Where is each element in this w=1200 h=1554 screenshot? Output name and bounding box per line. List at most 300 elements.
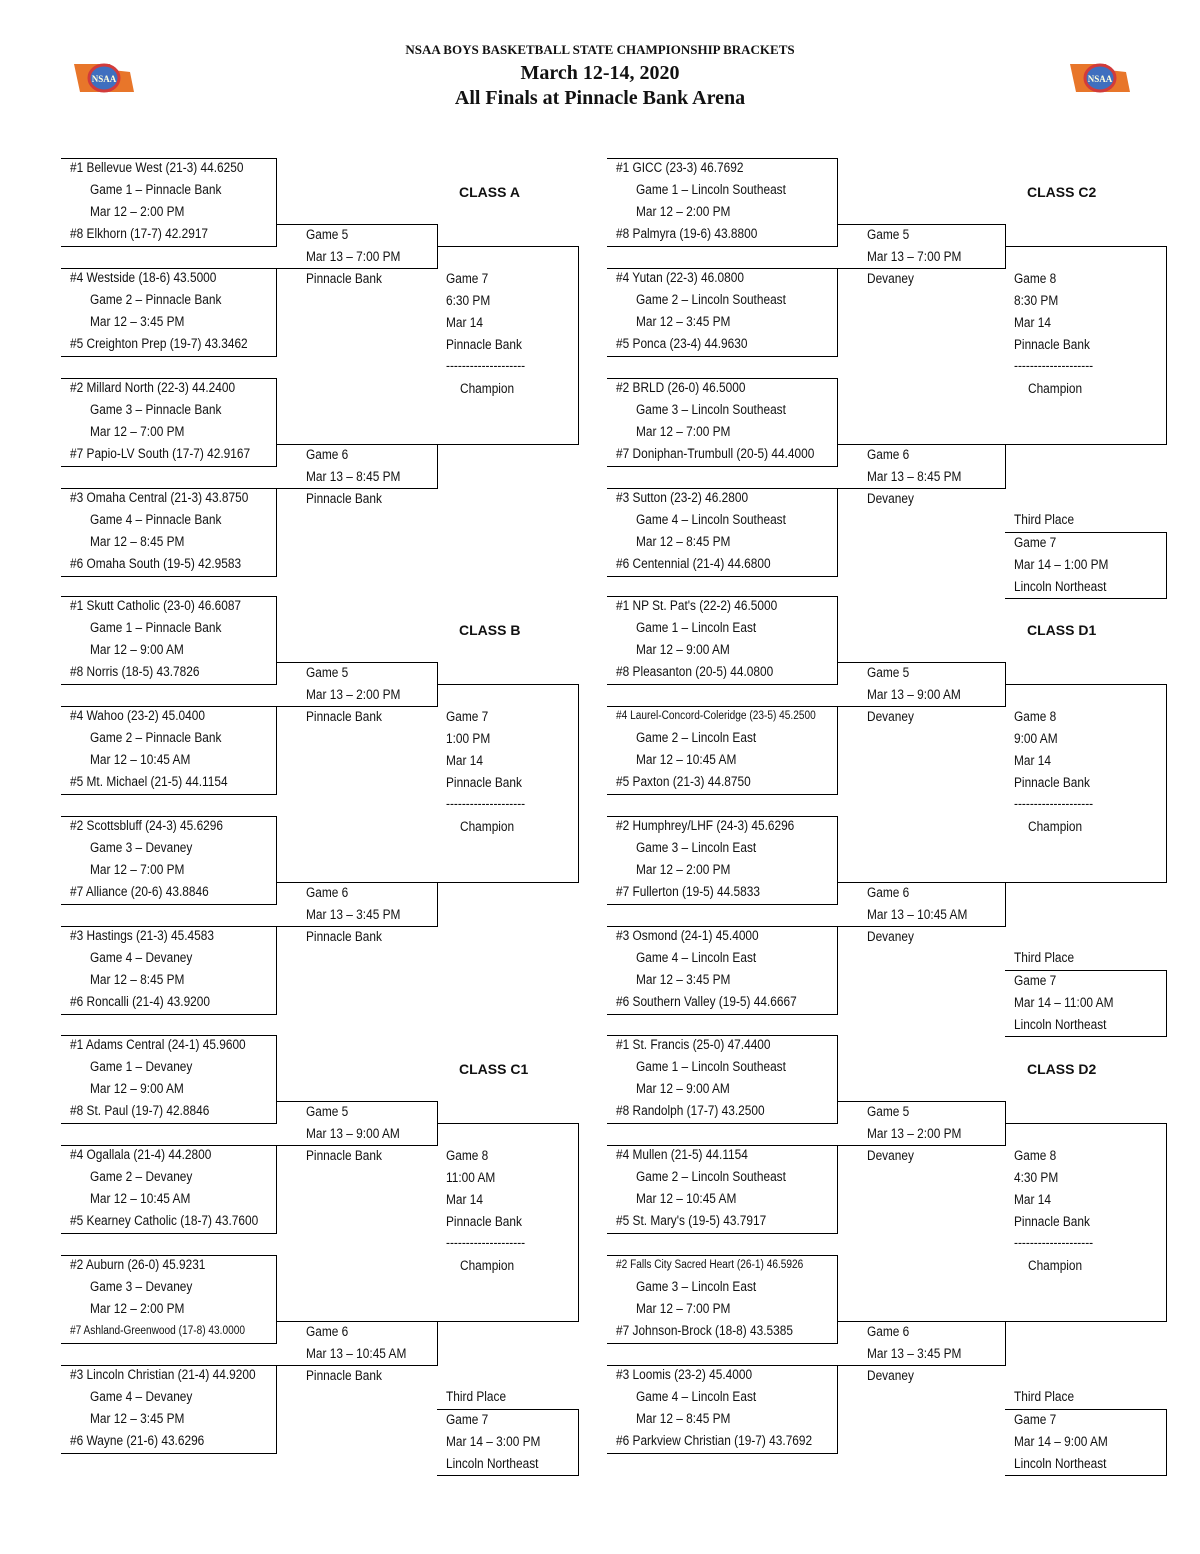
semi-time: Mar 13 – 9:00 AM [306,1126,400,1141]
semi-right-line [437,1321,438,1366]
box-right-line [276,1255,277,1344]
third-time: Mar 14 – 1:00 PM [1014,557,1109,572]
third-bottom-line [1005,1475,1166,1476]
third-place-label: Third Place [1014,512,1075,527]
game-info: Game 4 – Lincoln East [636,950,757,965]
third-game: Game 7 [1014,973,1057,988]
final-top-line [1005,684,1166,685]
game-info: Game 1 – Pinnacle Bank [90,182,222,197]
team-bottom: #6 Omaha South (19-5) 42.9583 [70,556,242,571]
semi-site: Devaney [867,491,914,506]
semi-game: Game 5 [306,1104,349,1119]
final-top-line [437,1123,578,1124]
semi-time: Mar 13 – 3:45 PM [306,907,401,922]
champion-label: Champion [1028,381,1083,396]
game-info: Game 2 – Pinnacle Bank [90,292,222,307]
final-time: 9:00 AM [1014,731,1058,746]
team-bottom: #7 Alliance (20-6) 43.8846 [70,884,209,899]
game-time: Mar 12 – 10:45 AM [636,752,737,767]
final-divider: -------------------- [1014,796,1094,811]
semi-game: Game 5 [867,1104,910,1119]
semi-site: Pinnacle Bank [306,1148,382,1163]
final-game: Game 8 [1014,709,1057,724]
third-top-line [1005,532,1166,533]
final-top-line [437,684,578,685]
game-time: Mar 12 – 2:00 PM [90,1301,185,1316]
game-time: Mar 12 – 3:45 PM [90,1411,185,1426]
final-game: Game 7 [446,271,489,286]
third-place-label: Third Place [1014,950,1075,965]
box-right-line [837,816,838,905]
semi-bottom-line [276,1365,437,1366]
semi-right-line [1005,1321,1006,1366]
game-time: Mar 12 – 8:45 PM [90,534,185,549]
game-time: Mar 12 – 3:45 PM [636,972,731,987]
team-bottom: #5 Kearney Catholic (18-7) 43.7600 [70,1213,259,1228]
box-right-line [276,926,277,1015]
game-time: Mar 12 – 2:00 PM [636,204,731,219]
semi-top-line [276,444,437,445]
semi-game: Game 6 [867,447,910,462]
box-bottom-line [61,1014,276,1015]
semi-bottom-line [276,1145,437,1146]
semi-top-line [837,662,1005,663]
semi-time: Mar 13 – 7:00 PM [867,249,962,264]
box-bottom-line [607,1233,837,1234]
class-label: CLASS D1 [1027,622,1097,638]
game-info: Game 3 – Pinnacle Bank [90,402,222,417]
box-bottom-line [61,466,276,467]
game-time: Mar 12 – 7:00 PM [90,424,185,439]
team-top: #2 Millard North (22-3) 44.2400 [70,380,236,395]
class-label: CLASS A [459,184,520,200]
box-bottom-line [607,466,837,467]
game-info: Game 4 – Lincoln Southeast [636,512,786,527]
final-bottom-line [1005,1321,1166,1322]
game-info: Game 2 – Devaney [90,1169,193,1184]
third-right-line [1166,532,1167,599]
team-top: #3 Loomis (23-2) 45.4000 [616,1367,753,1382]
box-top-line [61,268,276,269]
semi-game: Game 6 [306,1324,349,1339]
final-site: Pinnacle Bank [446,337,522,352]
final-divider: -------------------- [1014,1235,1094,1250]
final-time: 1:00 PM [446,731,491,746]
box-bottom-line [61,576,276,577]
document-subtitle: NSAA BOYS BASKETBALL STATE CHAMPIONSHIP BRACKETS [405,42,795,57]
third-game: Game 7 [1014,1412,1057,1427]
team-top: #4 Mullen (21-5) 44.1154 [616,1147,748,1162]
game-time: Mar 12 – 2:00 PM [90,204,185,219]
box-top-line [61,488,276,489]
final-divider: -------------------- [1014,358,1094,373]
game-time: Mar 12 – 7:00 PM [636,1301,731,1316]
champion-label: Champion [1028,819,1083,834]
third-right-line [1166,970,1167,1037]
box-bottom-line [61,1343,276,1344]
game-info: Game 3 – Lincoln East [636,1279,757,1294]
team-bottom: #5 Creighton Prep (19-7) 43.3462 [70,336,248,351]
third-game: Game 7 [1014,535,1057,550]
final-game: Game 8 [1014,1148,1057,1163]
box-bottom-line [607,1453,837,1454]
semi-bottom-line [837,488,1005,489]
box-top-line [61,378,276,379]
game-info: Game 1 – Lincoln Southeast [636,182,786,197]
final-divider: -------------------- [446,1235,526,1250]
final-date: Mar 14 [446,315,483,330]
box-top-line [61,706,276,707]
final-game: Game 8 [1014,271,1057,286]
game-time: Mar 12 – 9:00 AM [90,642,184,657]
game-info: Game 1 – Lincoln Southeast [636,1059,786,1074]
box-bottom-line [61,246,276,247]
box-top-line [607,1255,837,1256]
game-time: Mar 12 – 3:45 PM [636,314,731,329]
box-right-line [276,158,277,247]
third-right-line [1166,1409,1167,1476]
game-info: Game 1 – Devaney [90,1059,193,1074]
semi-top-line [276,662,437,663]
box-right-line [276,1035,277,1124]
final-top-line [1005,246,1166,247]
third-top-line [1005,1409,1166,1410]
box-top-line [607,268,837,269]
box-bottom-line [607,684,837,685]
game-info: Game 3 – Devaney [90,840,193,855]
team-bottom: #7 Doniphan-Trumbull (20-5) 44.4000 [616,446,815,461]
team-top: #1 NP St. Pat's (22-2) 46.5000 [616,598,778,613]
semi-time: Mar 13 – 8:45 PM [867,469,962,484]
game-time: Mar 12 – 10:45 AM [90,752,191,767]
team-top: #3 Omaha Central (21-3) 43.8750 [70,490,249,505]
final-time: 8:30 PM [1014,293,1059,308]
final-site: Pinnacle Bank [1014,775,1090,790]
box-right-line [276,488,277,577]
game-info: Game 3 – Lincoln East [636,840,757,855]
box-bottom-line [61,1123,276,1124]
box-top-line [607,816,837,817]
third-bottom-line [1005,1036,1166,1037]
third-time: Mar 14 – 9:00 AM [1014,1434,1108,1449]
semi-site: Pinnacle Bank [306,929,382,944]
semi-right-line [1005,444,1006,489]
box-bottom-line [607,246,837,247]
box-right-line [837,706,838,795]
svg-text:NSAA: NSAA [91,74,117,84]
semi-bottom-line [837,1145,1005,1146]
box-bottom-line [607,794,837,795]
semi-game: Game 6 [306,447,349,462]
final-divider: -------------------- [446,796,526,811]
team-bottom: #8 Randolph (17-7) 43.2500 [616,1103,765,1118]
team-bottom: #5 Mt. Michael (21-5) 44.1154 [70,774,228,789]
box-top-line [61,596,276,597]
final-site: Pinnacle Bank [1014,337,1090,352]
team-top: #4 Westside (18-6) 43.5000 [70,270,217,285]
box-right-line [837,268,838,357]
final-bottom-line [437,444,578,445]
semi-site: Devaney [867,271,914,286]
final-time: 4:30 PM [1014,1170,1059,1185]
team-bottom: #8 Palmyra (19-6) 43.8800 [616,226,758,241]
class-label: CLASS C2 [1027,184,1097,200]
semi-site: Devaney [867,709,914,724]
box-bottom-line [607,1123,837,1124]
semi-bottom-line [837,706,1005,707]
box-top-line [607,1035,837,1036]
semi-time: Mar 13 – 3:45 PM [867,1346,962,1361]
third-site: Lincoln Northeast [1014,579,1107,594]
team-bottom: #8 Norris (18-5) 43.7826 [70,664,200,679]
team-top: #1 Adams Central (24-1) 45.9600 [70,1037,246,1052]
game-time: Mar 12 – 10:45 AM [90,1191,191,1206]
team-top: #1 St. Francis (25-0) 47.4400 [616,1037,771,1052]
game-info: Game 2 – Lincoln Southeast [636,1169,786,1184]
semi-bottom-line [276,268,437,269]
semi-time: Mar 13 – 7:00 PM [306,249,401,264]
semi-time: Mar 13 – 10:45 AM [867,907,968,922]
team-top: #1 GICC (23-3) 46.7692 [616,160,744,175]
game-time: Mar 12 – 7:00 PM [90,862,185,877]
semi-bottom-line [276,706,437,707]
semi-site: Pinnacle Bank [306,271,382,286]
final-date: Mar 14 [1014,753,1051,768]
semi-game: Game 5 [867,227,910,242]
semi-bottom-line [276,488,437,489]
team-bottom: #6 Southern Valley (19-5) 44.6667 [616,994,797,1009]
box-top-line [61,926,276,927]
game-info: Game 3 – Devaney [90,1279,193,1294]
final-bottom-line [1005,444,1166,445]
team-bottom: #6 Centennial (21-4) 44.6800 [616,556,771,571]
box-top-line [61,1365,276,1366]
box-top-line [607,926,837,927]
final-bottom-line [437,1321,578,1322]
box-right-line [276,268,277,357]
team-top: #3 Sutton (23-2) 46.2800 [616,490,749,505]
game-info: Game 2 – Lincoln Southeast [636,292,786,307]
semi-site: Devaney [867,1368,914,1383]
game-info: Game 3 – Lincoln Southeast [636,402,786,417]
team-top: #2 Falls City Sacred Heart (26-1) 46.5926 [616,1259,804,1271]
team-top: #1 Skutt Catholic (23-0) 46.6087 [70,598,242,613]
semi-bottom-line [837,926,1005,927]
game-time: Mar 12 – 10:45 AM [636,1191,737,1206]
final-right-line [1166,246,1167,445]
third-place-label: Third Place [1014,1389,1075,1404]
final-right-line [1166,684,1167,883]
champion-label: Champion [460,1258,515,1273]
final-time: 11:00 AM [446,1170,496,1185]
box-bottom-line [61,684,276,685]
box-right-line [837,926,838,1015]
final-bottom-line [437,882,578,883]
third-place-label: Third Place [446,1389,507,1404]
team-top: #3 Lincoln Christian (21-4) 44.9200 [70,1367,256,1382]
game-info: Game 4 – Devaney [90,1389,193,1404]
semi-time: Mar 13 – 8:45 PM [306,469,401,484]
team-bottom: #5 St. Mary's (19-5) 43.7917 [616,1213,767,1228]
box-top-line [61,816,276,817]
third-site: Lincoln Northeast [446,1456,539,1471]
box-right-line [837,1255,838,1344]
game-info: Game 1 – Lincoln East [636,620,757,635]
class-label: CLASS B [459,622,521,638]
final-top-line [437,246,578,247]
game-time: Mar 12 – 8:45 PM [636,1411,731,1426]
team-bottom: #7 Papio-LV South (17-7) 42.9167 [70,446,251,461]
document-title: All Finals at Pinnacle Bank Arena [454,87,746,109]
game-info: Game 4 – Lincoln East [636,1389,757,1404]
box-bottom-line [61,1233,276,1234]
box-right-line [837,488,838,577]
final-right-line [578,684,579,883]
team-bottom: #6 Roncalli (21-4) 43.9200 [70,994,211,1009]
semi-top-line [837,1101,1005,1102]
box-right-line [276,1145,277,1234]
semi-game: Game 5 [867,665,910,680]
team-top: #2 Scottsbluff (24-3) 45.6296 [70,818,224,833]
semi-site: Pinnacle Bank [306,491,382,506]
game-info: Game 2 – Pinnacle Bank [90,730,222,745]
game-time: Mar 12 – 2:00 PM [636,862,731,877]
third-right-line [578,1409,579,1476]
team-bottom: #5 Ponca (23-4) 44.9630 [616,336,748,351]
semi-top-line [837,224,1005,225]
game-time: Mar 12 – 8:45 PM [90,972,185,987]
box-top-line [61,1145,276,1146]
game-time: Mar 12 – 7:00 PM [636,424,731,439]
box-right-line [837,1035,838,1124]
final-date: Mar 14 [1014,315,1051,330]
game-info: Game 4 – Pinnacle Bank [90,512,222,527]
third-bottom-line [437,1475,578,1476]
semi-bottom-line [276,926,437,927]
champion-label: Champion [1028,1258,1083,1273]
box-top-line [607,1145,837,1146]
box-top-line [607,158,837,159]
semi-top-line [276,1321,437,1322]
game-time: Mar 12 – 3:45 PM [90,314,185,329]
box-right-line [276,1365,277,1454]
svg-text:NSAA: NSAA [1087,74,1113,84]
semi-site: Pinnacle Bank [306,1368,382,1383]
final-date: Mar 14 [446,1192,483,1207]
final-time: 6:30 PM [446,293,491,308]
final-right-line [1166,1123,1167,1322]
box-bottom-line [607,1014,837,1015]
box-bottom-line [61,904,276,905]
box-bottom-line [61,1453,276,1454]
semi-right-line [1005,882,1006,927]
game-time: Mar 12 – 8:45 PM [636,534,731,549]
semi-site: Devaney [867,1148,914,1163]
semi-time: Mar 13 – 10:45 AM [306,1346,407,1361]
box-right-line [276,706,277,795]
semi-top-line [276,224,437,225]
final-date: Mar 14 [446,753,483,768]
semi-game: Game 5 [306,227,349,242]
game-info: Game 4 – Devaney [90,950,193,965]
box-bottom-line [61,794,276,795]
semi-top-line [276,1101,437,1102]
semi-time: Mar 13 – 2:00 PM [867,1126,962,1141]
team-bottom: #6 Parkview Christian (19-7) 43.7692 [616,1433,813,1448]
final-site: Pinnacle Bank [446,775,522,790]
third-site: Lincoln Northeast [1014,1017,1107,1032]
box-right-line [837,1365,838,1454]
semi-top-line [837,444,1005,445]
box-top-line [607,596,837,597]
third-game: Game 7 [446,1412,489,1427]
class-label: CLASS C1 [459,1061,529,1077]
box-right-line [276,378,277,467]
game-info: Game 2 – Lincoln East [636,730,757,745]
team-bottom: #5 Paxton (21-3) 44.8750 [616,774,751,789]
third-bottom-line [1005,598,1166,599]
third-site: Lincoln Northeast [1014,1456,1107,1471]
final-right-line [578,246,579,445]
team-bottom: #8 St. Paul (19-7) 42.8846 [70,1103,210,1118]
box-top-line [61,1255,276,1256]
box-bottom-line [607,576,837,577]
team-bottom: #7 Fullerton (19-5) 44.5833 [616,884,760,899]
third-time: Mar 14 – 11:00 AM [1014,995,1114,1010]
third-top-line [437,1409,578,1410]
game-time: Mar 12 – 9:00 AM [636,1081,730,1096]
final-game: Game 7 [446,709,489,724]
final-bottom-line [1005,882,1166,883]
team-top: #2 BRLD (26-0) 46.5000 [616,380,746,395]
third-time: Mar 14 – 3:00 PM [446,1434,541,1449]
box-top-line [607,706,837,707]
semi-top-line [837,882,1005,883]
team-bottom: #7 Johnson-Brock (18-8) 43.5385 [616,1323,793,1338]
team-bottom: #6 Wayne (21-6) 43.6296 [70,1433,205,1448]
team-bottom: #8 Pleasanton (20-5) 44.0800 [616,664,774,679]
semi-bottom-line [837,1365,1005,1366]
team-top: #2 Auburn (26-0) 45.9231 [70,1257,206,1272]
team-top: #4 Wahoo (23-2) 45.0400 [70,708,205,723]
champion-label: Champion [460,381,515,396]
final-game: Game 8 [446,1148,489,1163]
semi-game: Game 6 [306,885,349,900]
team-top: #3 Osmond (24-1) 45.4000 [616,928,759,943]
semi-site: Pinnacle Bank [306,709,382,724]
team-top: #1 Bellevue West (21-3) 44.6250 [70,160,244,175]
box-top-line [61,158,276,159]
box-right-line [837,596,838,685]
final-site: Pinnacle Bank [446,1214,522,1229]
semi-top-line [837,1321,1005,1322]
semi-top-line [276,882,437,883]
final-date: Mar 14 [1014,1192,1051,1207]
team-bottom: #8 Elkhorn (17-7) 42.2917 [70,226,209,241]
semi-time: Mar 13 – 2:00 PM [306,687,401,702]
box-right-line [276,816,277,905]
game-time: Mar 12 – 9:00 AM [90,1081,184,1096]
box-top-line [607,488,837,489]
semi-right-line [437,882,438,927]
final-divider: -------------------- [446,358,526,373]
semi-game: Game 6 [867,1324,910,1339]
document-date: March 12-14, 2020 [520,62,680,84]
box-bottom-line [607,904,837,905]
box-right-line [837,158,838,247]
final-site: Pinnacle Bank [1014,1214,1090,1229]
class-label: CLASS D2 [1027,1061,1097,1077]
